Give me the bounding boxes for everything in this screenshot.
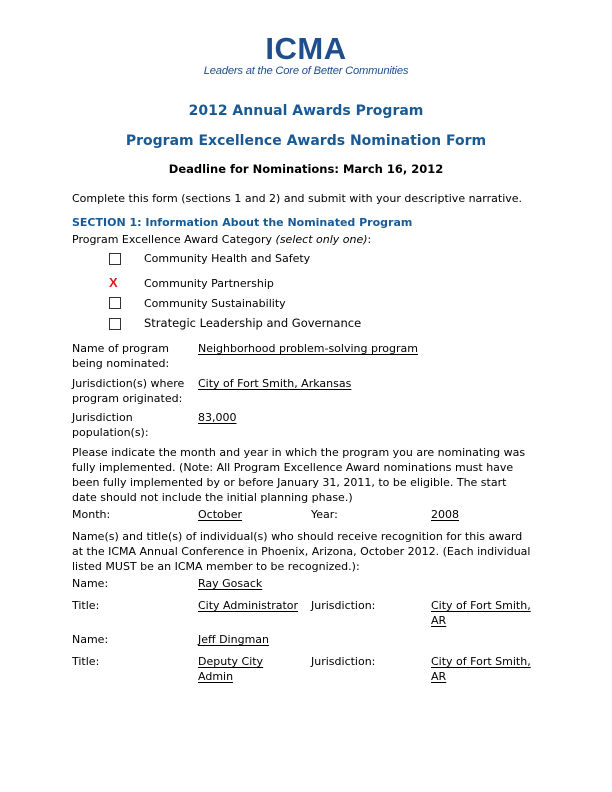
- page-title: 2012 Annual Awards Program: [188, 103, 424, 119]
- individual-jurisdiction[interactable]: City of Fort Smith, AR: [431, 655, 531, 683]
- form-title: Program Excellence Awards Nomination Form: [125, 133, 487, 149]
- jurisdiction-label: Jurisdiction(s) where program originated:: [72, 377, 185, 405]
- logo-wordmark: ICMA: [265, 31, 347, 66]
- title-label: Title:: [72, 655, 100, 668]
- logo-tagline: Leaders at the Core of Better Communities: [203, 65, 409, 77]
- category-option-label: Community Health and Safety: [144, 252, 311, 265]
- category-label: Program Excellence Award Category (select only one):: [72, 233, 372, 246]
- checkbox-community-sustainability[interactable]: [109, 297, 121, 309]
- program-name-label: Name of program being nominated:: [72, 342, 170, 370]
- icma-logo: [0, 33, 612, 77]
- month-label: Month:: [72, 508, 111, 521]
- recognition-note: Name(s) and title(s) of individual(s) who should receive recognition for this award at the ICMA Annual Conference in Phoenix, Arizona, October 2012. (Each individual listed MUST be an ICMA member to be recognized.):: [72, 530, 531, 573]
- category-option-label: Community Partnership: [144, 277, 274, 290]
- implementation-note: Please indicate the month and year in which the program you are nominating was fully implemented. (Note: All Program Excellence Award nominations must have been fully implemented by or before January 31, 2011, to be eligible. The start date should not include the initial planning phase.): [72, 446, 526, 504]
- checkbox-strategic-leadership[interactable]: [109, 318, 121, 330]
- individual-name[interactable]: Ray Gosack: [198, 577, 263, 590]
- jurisdiction-label: Jurisdiction:: [311, 599, 376, 612]
- jurisdiction-value[interactable]: City of Fort Smith, Arkansas: [198, 377, 352, 390]
- population-label: Jurisdiction population(s):: [72, 411, 149, 439]
- name-label: Name:: [72, 633, 109, 646]
- checkbox-community-health-safety[interactable]: [109, 253, 121, 265]
- individual-title[interactable]: Deputy City Admin: [198, 655, 264, 683]
- title-label: Title:: [72, 599, 100, 612]
- deadline: Deadline for Nominations: March 16, 2012: [168, 162, 444, 176]
- individual-name[interactable]: Jeff Dingman: [198, 633, 269, 646]
- section-1-heading: SECTION 1: Information About the Nominated Program: [72, 216, 413, 229]
- jurisdiction-label: Jurisdiction:: [311, 655, 376, 668]
- program-name-value[interactable]: Neighborhood problem-solving program: [198, 342, 418, 355]
- month-value[interactable]: October: [198, 508, 243, 521]
- population-value[interactable]: 83,000: [198, 411, 237, 424]
- individual-title[interactable]: City Administrator: [198, 599, 299, 612]
- intro-text: Complete this form (sections 1 and 2) and submit with your descriptive narrative.: [72, 192, 523, 205]
- checkbox-community-partnership-checked[interactable]: X: [109, 275, 118, 290]
- year-label: Year:: [311, 508, 338, 521]
- category-option-label: Strategic Leadership and Governance: [144, 316, 362, 330]
- year-value[interactable]: 2008: [431, 508, 459, 521]
- individual-jurisdiction[interactable]: City of Fort Smith, AR: [431, 599, 531, 627]
- name-label: Name:: [72, 577, 109, 590]
- category-option-label: Community Sustainability: [144, 297, 286, 310]
